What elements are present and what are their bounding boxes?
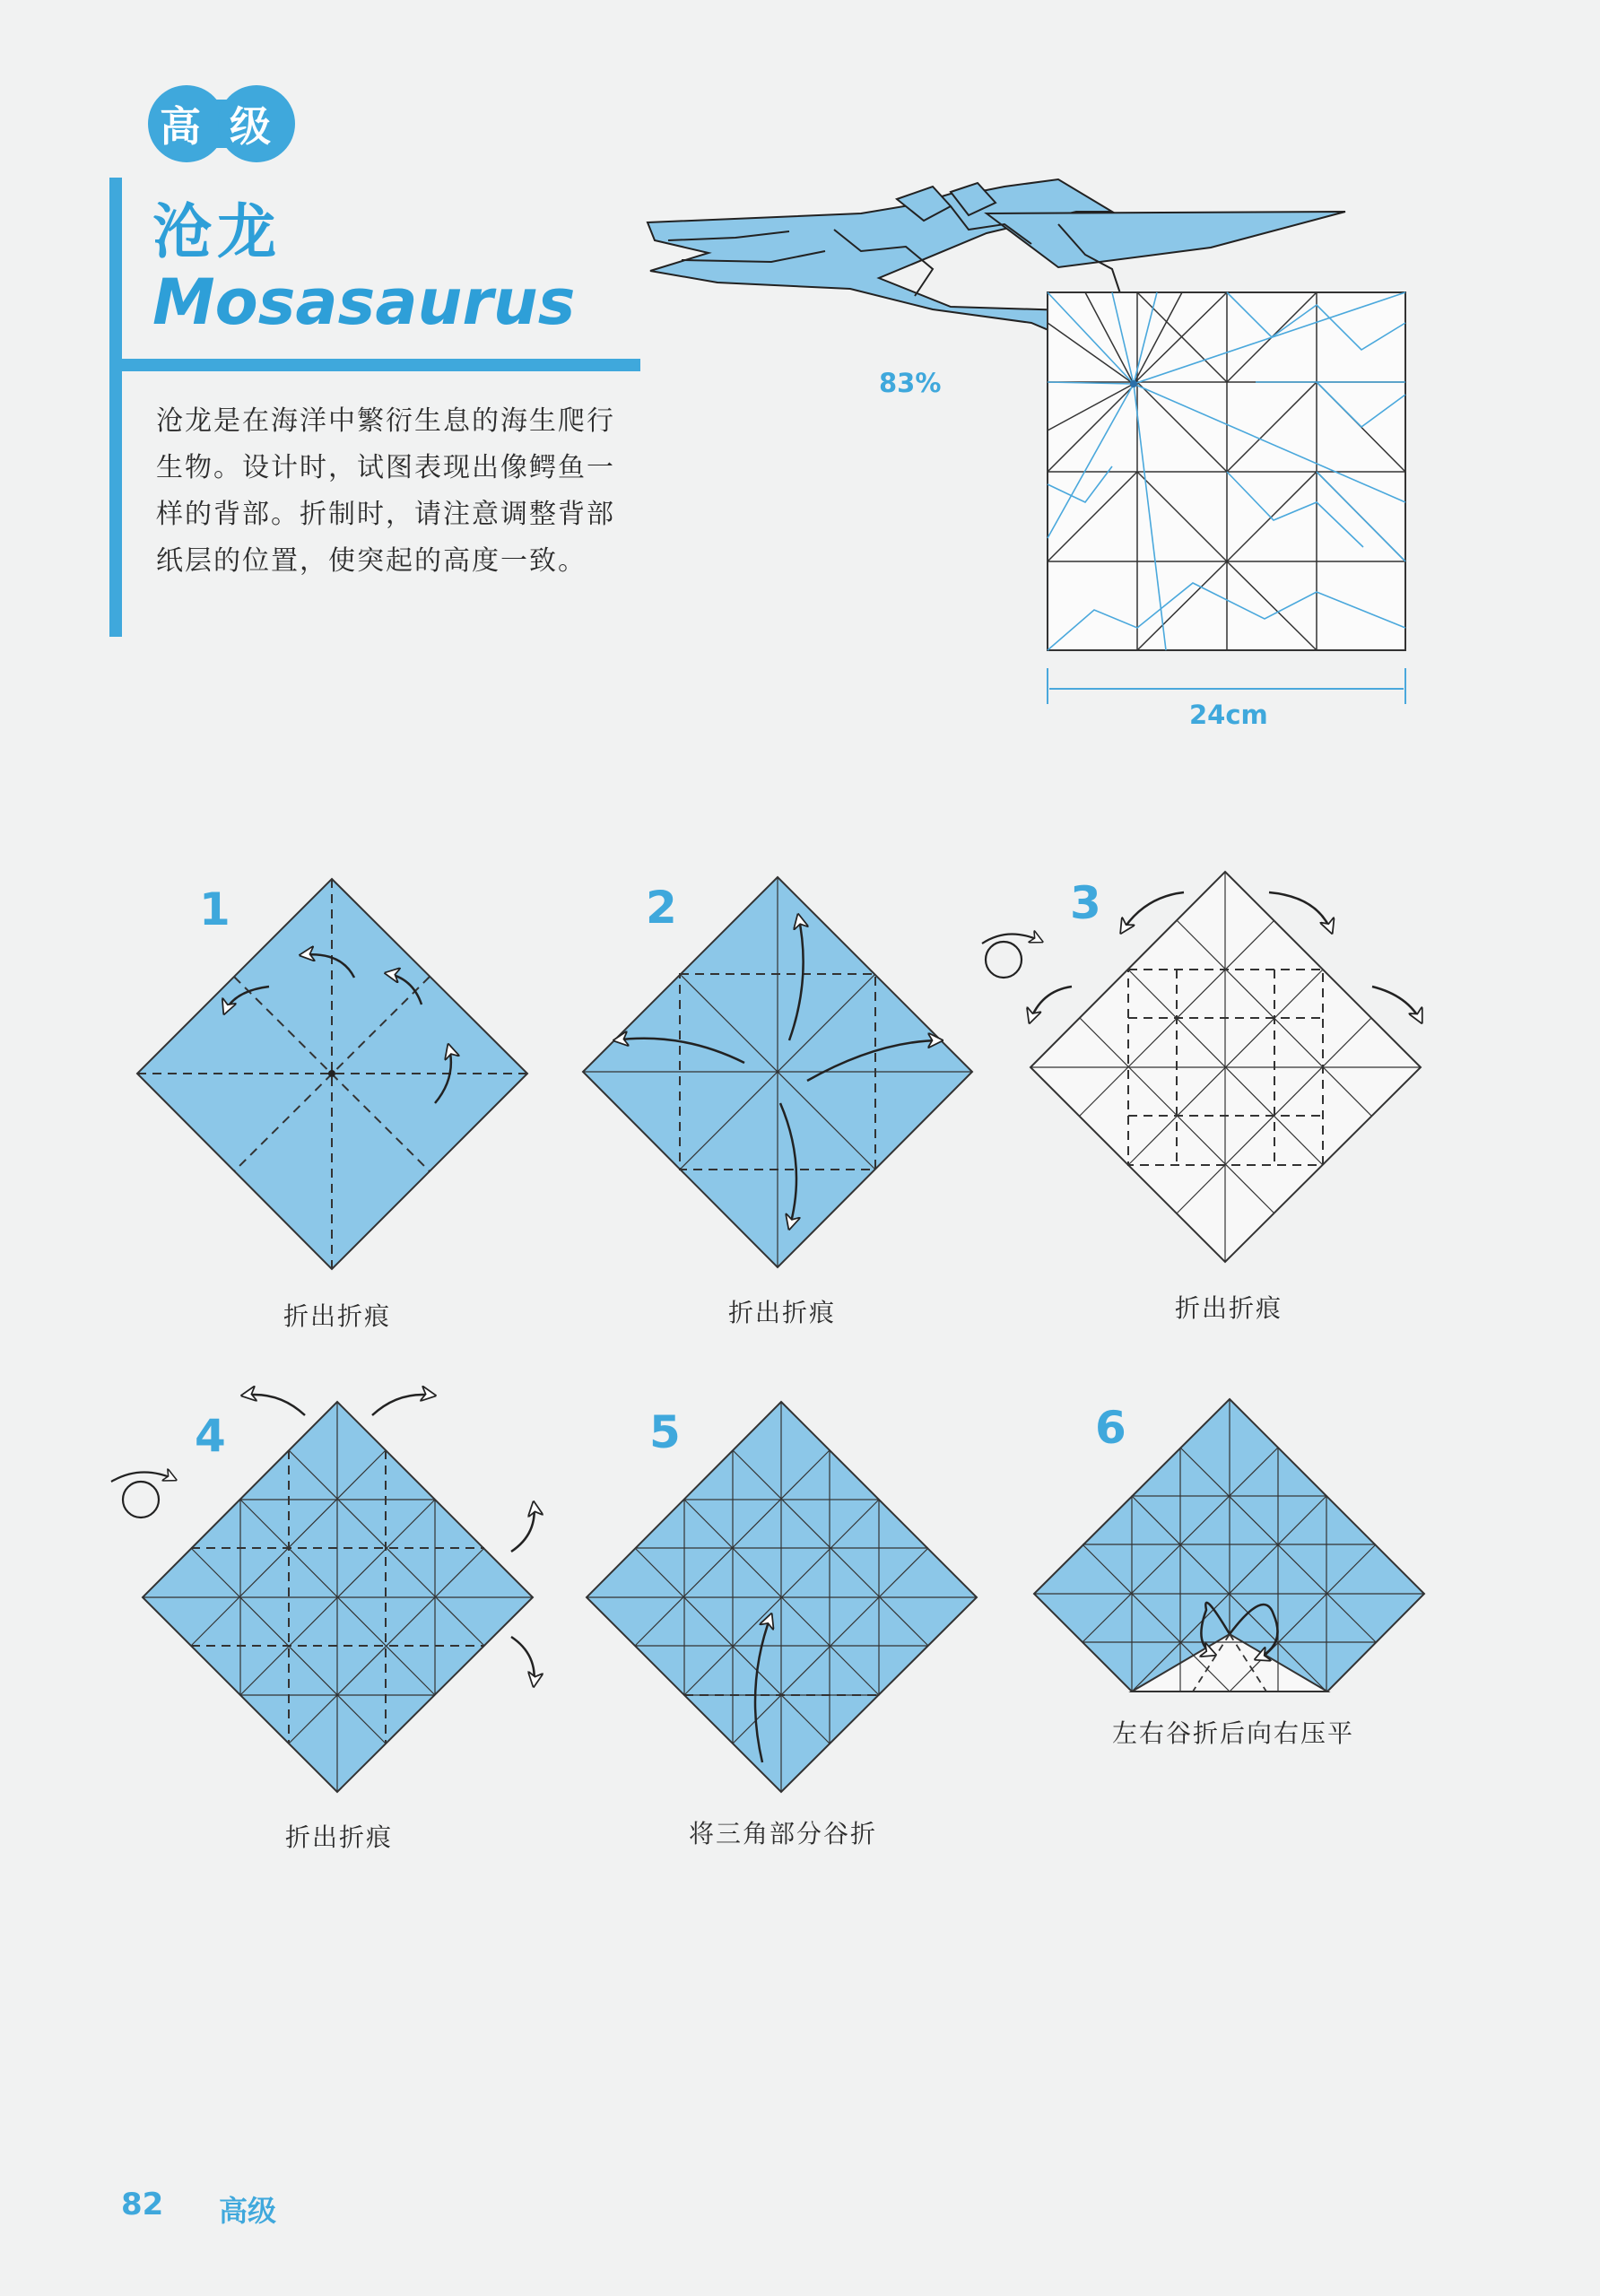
step-2-caption: 折出折痕	[727, 1298, 837, 1327]
step-2-diagram	[583, 877, 972, 1267]
step-3-caption: 折出折痕	[1174, 1293, 1283, 1323]
step-4-number: 4	[195, 1410, 226, 1462]
level-badge-char-1: 高	[160, 102, 213, 151]
intro-paragraph: 沧龙是在海洋中繁衍生息的海生爬行生物。设计时，试图表现出像鳄鱼一样的背部。折制时，请注意调整背部纸层的位置，使突起的高度一致。	[156, 405, 615, 577]
title-english: Mosasaurus	[152, 265, 576, 339]
turn-over-icon	[111, 1472, 176, 1518]
step-1-caption: 折出折痕	[283, 1301, 392, 1331]
page-number: 82	[121, 2187, 164, 2222]
step-4-diagram	[111, 1395, 535, 1792]
step-6-caption: 左右谷折后向右压平	[1111, 1718, 1355, 1748]
step-5-diagram	[587, 1402, 977, 1792]
title-chinese: 沧龙	[152, 197, 282, 266]
step-1-diagram	[137, 879, 527, 1269]
turn-over-icon	[982, 934, 1042, 978]
step-5-number: 5	[649, 1406, 681, 1458]
scale-label: 83%	[879, 368, 942, 398]
step-1-number: 1	[199, 883, 230, 935]
footer-level: 高级	[219, 2194, 277, 2228]
paper-size-label: 24cm	[1189, 700, 1268, 730]
step-6-number: 6	[1095, 1402, 1126, 1454]
step-4-caption: 折出折痕	[284, 1822, 394, 1852]
step-3-diagram	[982, 872, 1422, 1262]
crease-pattern	[1048, 292, 1405, 704]
level-badge-char-2: 级	[230, 102, 283, 151]
step-6-diagram	[1034, 1399, 1424, 1692]
step-3-number: 3	[1070, 877, 1101, 929]
step-5-caption: 将三角部分谷折	[688, 1819, 878, 1848]
step-2-number: 2	[646, 882, 677, 934]
